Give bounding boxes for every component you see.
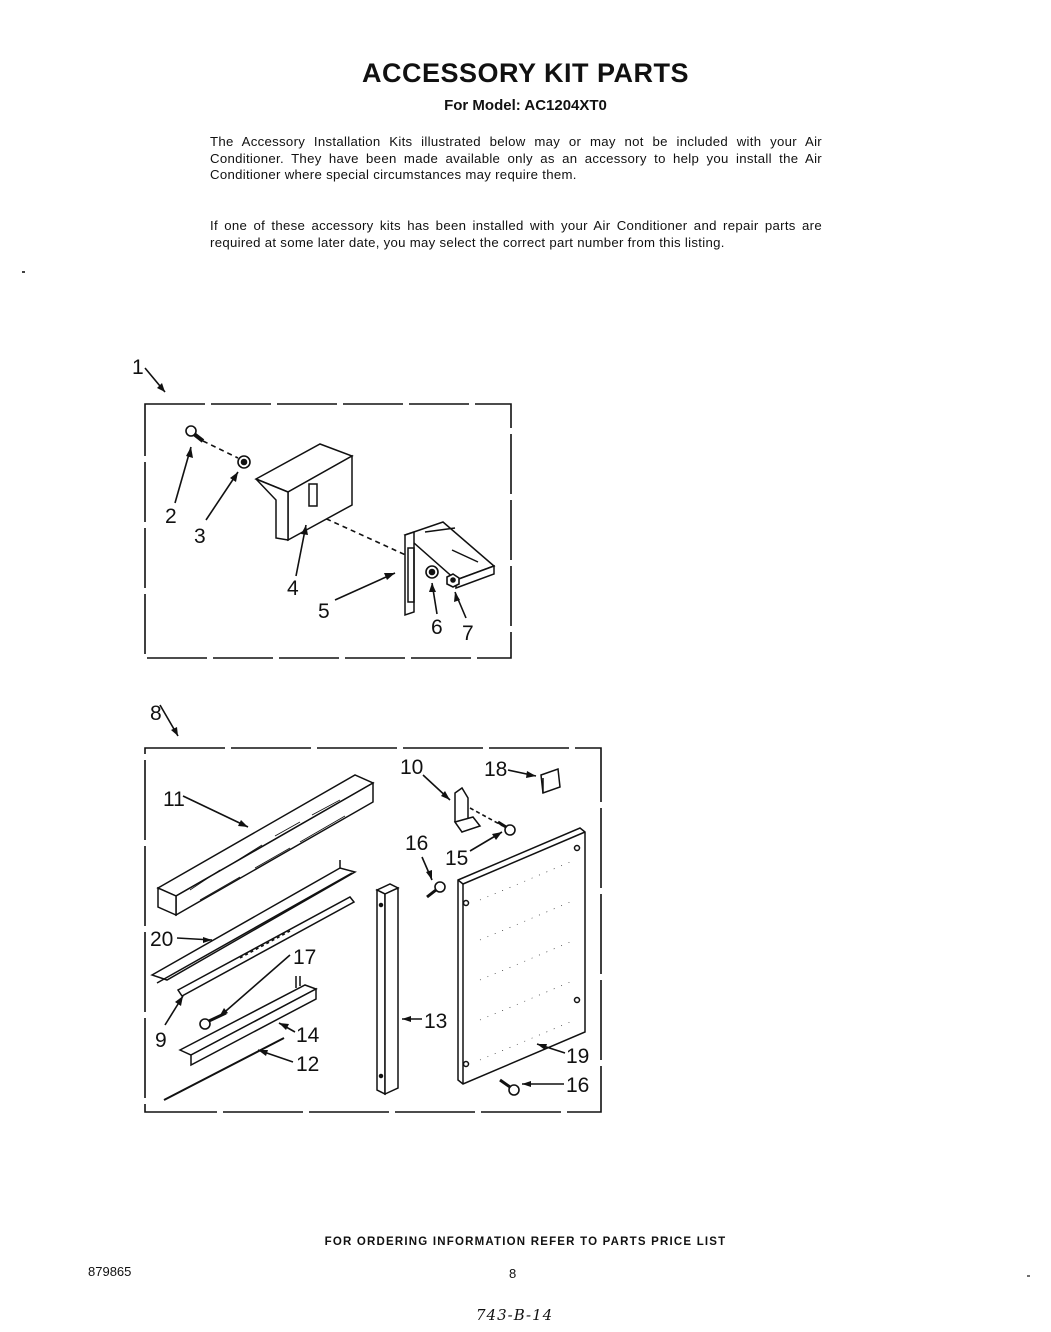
callout-label-11: 11 <box>163 788 185 811</box>
screw-part-2 <box>186 426 203 441</box>
callout-label-2: 2 <box>165 505 177 528</box>
bracket-part-5 <box>405 522 494 615</box>
callout-label-1: 1 <box>132 356 144 379</box>
nut-part-6 <box>426 566 438 578</box>
callout-label-16-lower: 16 <box>566 1074 590 1097</box>
callout-label-16-upper: 16 <box>405 832 429 855</box>
screw-part-16-lower <box>500 1080 519 1095</box>
callout-label-3: 3 <box>194 525 206 548</box>
callout-label-17: 17 <box>293 946 317 969</box>
callout-label-8: 8 <box>150 702 162 725</box>
washer-part-3 <box>238 456 250 468</box>
pad-part-18 <box>541 769 560 793</box>
callout-label-13: 13 <box>424 1010 448 1033</box>
screw-part-16-upper <box>427 882 445 897</box>
post-part-13 <box>377 884 398 1094</box>
nut-part-7 <box>447 574 459 587</box>
callout-label-5: 5 <box>318 600 330 623</box>
callout-label-9: 9 <box>155 1029 167 1052</box>
callout-label-18: 18 <box>484 758 508 781</box>
callout-label-6: 6 <box>431 616 443 639</box>
callout-label-14: 14 <box>296 1024 320 1047</box>
callout-label-7: 7 <box>462 622 474 645</box>
page-title: ACCESSORY KIT PARTS <box>361 58 690 88</box>
cover-part-4 <box>256 444 352 540</box>
bracket-part-10 <box>455 788 480 832</box>
ordering-note: FOR ORDERING INFORMATION REFER TO PARTS PRICE LIST <box>324 1236 727 1248</box>
page-number: 8 <box>509 1266 517 1281</box>
kit-8-illustration <box>145 705 601 1112</box>
model-subtitle: For Model: AC1204XT0 <box>444 97 607 114</box>
document-number: 879865 <box>88 1264 132 1279</box>
callout-label-15: 15 <box>445 847 469 870</box>
callout-label-19: 19 <box>566 1045 590 1068</box>
intro-paragraph-2: If one of these accessory kits has been installed with your Air Conditioner and repair parts are required at some later date, you may select the correct part number from this listing. <box>210 218 822 250</box>
callout-label-12: 12 <box>296 1053 320 1076</box>
handwritten-code: 743-B-14 <box>476 1306 554 1324</box>
callout-label-10: 10 <box>400 756 424 779</box>
wood-beam-part-11 <box>158 775 373 915</box>
intro-paragraph-1: The Accessory Installation Kits illustrated below may or may not be included with your Air Conditioner. They have been made available only as an accessory to help you install the Air Conditioner where special circumstances may require them. <box>210 134 822 182</box>
callout-label-4: 4 <box>287 577 299 600</box>
callout-label-20: 20 <box>150 928 174 951</box>
